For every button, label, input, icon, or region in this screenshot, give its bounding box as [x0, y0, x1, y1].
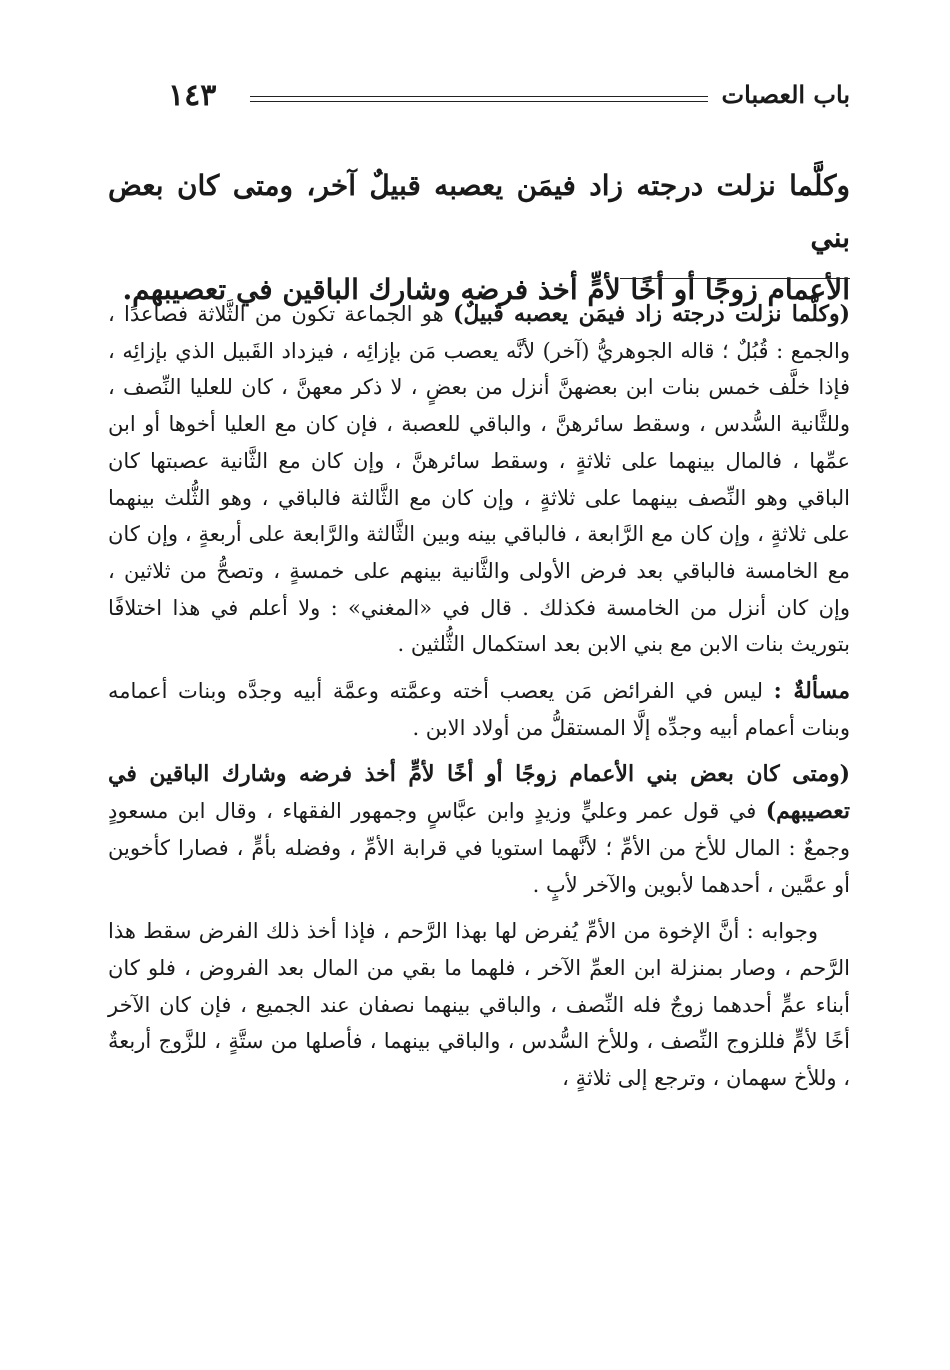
matn-line: وكلَّما نزلت درجته زاد فيمَن يعصبه قبيلٌ آخر، ومتى كان بعض بني [108, 169, 850, 254]
matn-line: الأعمام زوجًا أو أخًا لأمٍّ أخذ فرضه وشارك الباقين في تعصيبهم. [122, 273, 850, 306]
commentary [108, 296, 850, 1097]
matn-text [108, 160, 850, 316]
page-header [150, 70, 850, 130]
header-rule-double [250, 101, 708, 102]
page-number: ١٤٣ [168, 78, 217, 113]
masala-label: مسألةٌ : [773, 678, 850, 705]
quoted-matn: (وكلَّما نزلت درجته زاد فيمَن يعصبه قَبيلٌ) [452, 301, 850, 327]
commentary-text: في قول عمر وعليٍّ وزيدٍ وابن عبَّاسٍ وجمهور الفقهاء ، وقال ابن مسعودٍ وجمعٌ : المال للأخ من الأمِّ ؛ لأنَّهما استويا في قرابة الأمِّ ، وفضله بأمٍّ ، فصارا كأخوين أو عمَّين ، أحدهما لأبوين والآخر لأبٍ . [108, 799, 850, 897]
commentary-paragraph [108, 756, 850, 903]
header-rule [250, 96, 708, 97]
masala-paragraph [108, 673, 850, 746]
commentary-paragraph [108, 296, 850, 663]
chapter-title: باب العصبات [721, 80, 850, 109]
commentary-text: وجوابه : أنَّ الإخوة من الأمِّ يُفرض لها بهذا الرَّحم ، فإذا أخذ ذلك الفرض سقط هذا الرَّحم ، وصار بمنزلة ابن العمِّ الآخر ، فلهما ما بقي من المال بعد الفروض ، فلو كان أبناء عمٍّ أحدهما زوجٌ فله النِّصف ، والباقي بينهما نصفان عند الجميع ، فإن كان الآخر أخًا لأمٍّ فللزوج النِّصف ، وللأخ السُّدس ، والباقي بينهما ، فأصلها من ستَّةٍ ، للزَّوج أربعةٌ ، وللأخ سهمان ، وترجع إلى ثلاثةٍ ، [108, 919, 850, 1091]
commentary-text: هو الجماعة تكون من الثَّلاثة فصاعدًا ، والجمع : قُبُلٌ ؛ قاله الجوهريُّ (آخر) لأنَّه يعصب مَن بإزائِه ، فيزداد القَبيل الذي بإزائِه ، فإذا خلَّف خمس بنات ابن بعضهنَّ أنزل من بعضٍ ، لا ذكر معهنَّ ، كان للعليا النِّصف ، وللثَّانية السُّدس ، وسقط سائرهنَّ ، والباقي للعصبة ، فإن كان مع العليا أخوها أو ابن عمِّها ، فالمال بينهما على ثلاثةٍ ، وسقط سائرهنَّ ، وإن كان مع الثَّانية عصبتها كان الباقي وهو النِّصف بينهما على ثلاثةٍ ، وإن كان مع الثَّالثة فالباقي ، وهو الثُّلث بينهما على ثلاثةٍ ، وإن كان مع الرَّابعة ، فالباقي بينه وبين الثَّالثة والرَّابعة على أربعةٍ ، وإن كان مع الخامسة فالباقي بعد فرض الأولى والثَّانية بينهم على خمسةٍ ، وتصحُّ من ثلاثين ، وإن كان أنزل من الخامسة فكذلك . قال في «المغني» : ولا أعلم في هذا اختلافًا بتوريث بنات الابن مع بني الابن بعد استكمال الثُّلثين . [108, 302, 850, 657]
section-divider [620, 278, 850, 279]
quoted-matn: (ومتى كان بعض بني الأعمام زوجًا أو أخًا لأمٍّ أخذ فرضه وشارك الباقين في تعصيبهم) [108, 761, 850, 825]
commentary-paragraph [108, 913, 850, 1097]
commentary-text: ليس في الفرائض مَن يعصب أخته وعمَّته وعمَّة أبيه وجدَّه وبنات أعمامه وبنات أعمام أبيه وجدِّه إلَّا المستقلُّ من أولاد الابن . [108, 679, 850, 740]
